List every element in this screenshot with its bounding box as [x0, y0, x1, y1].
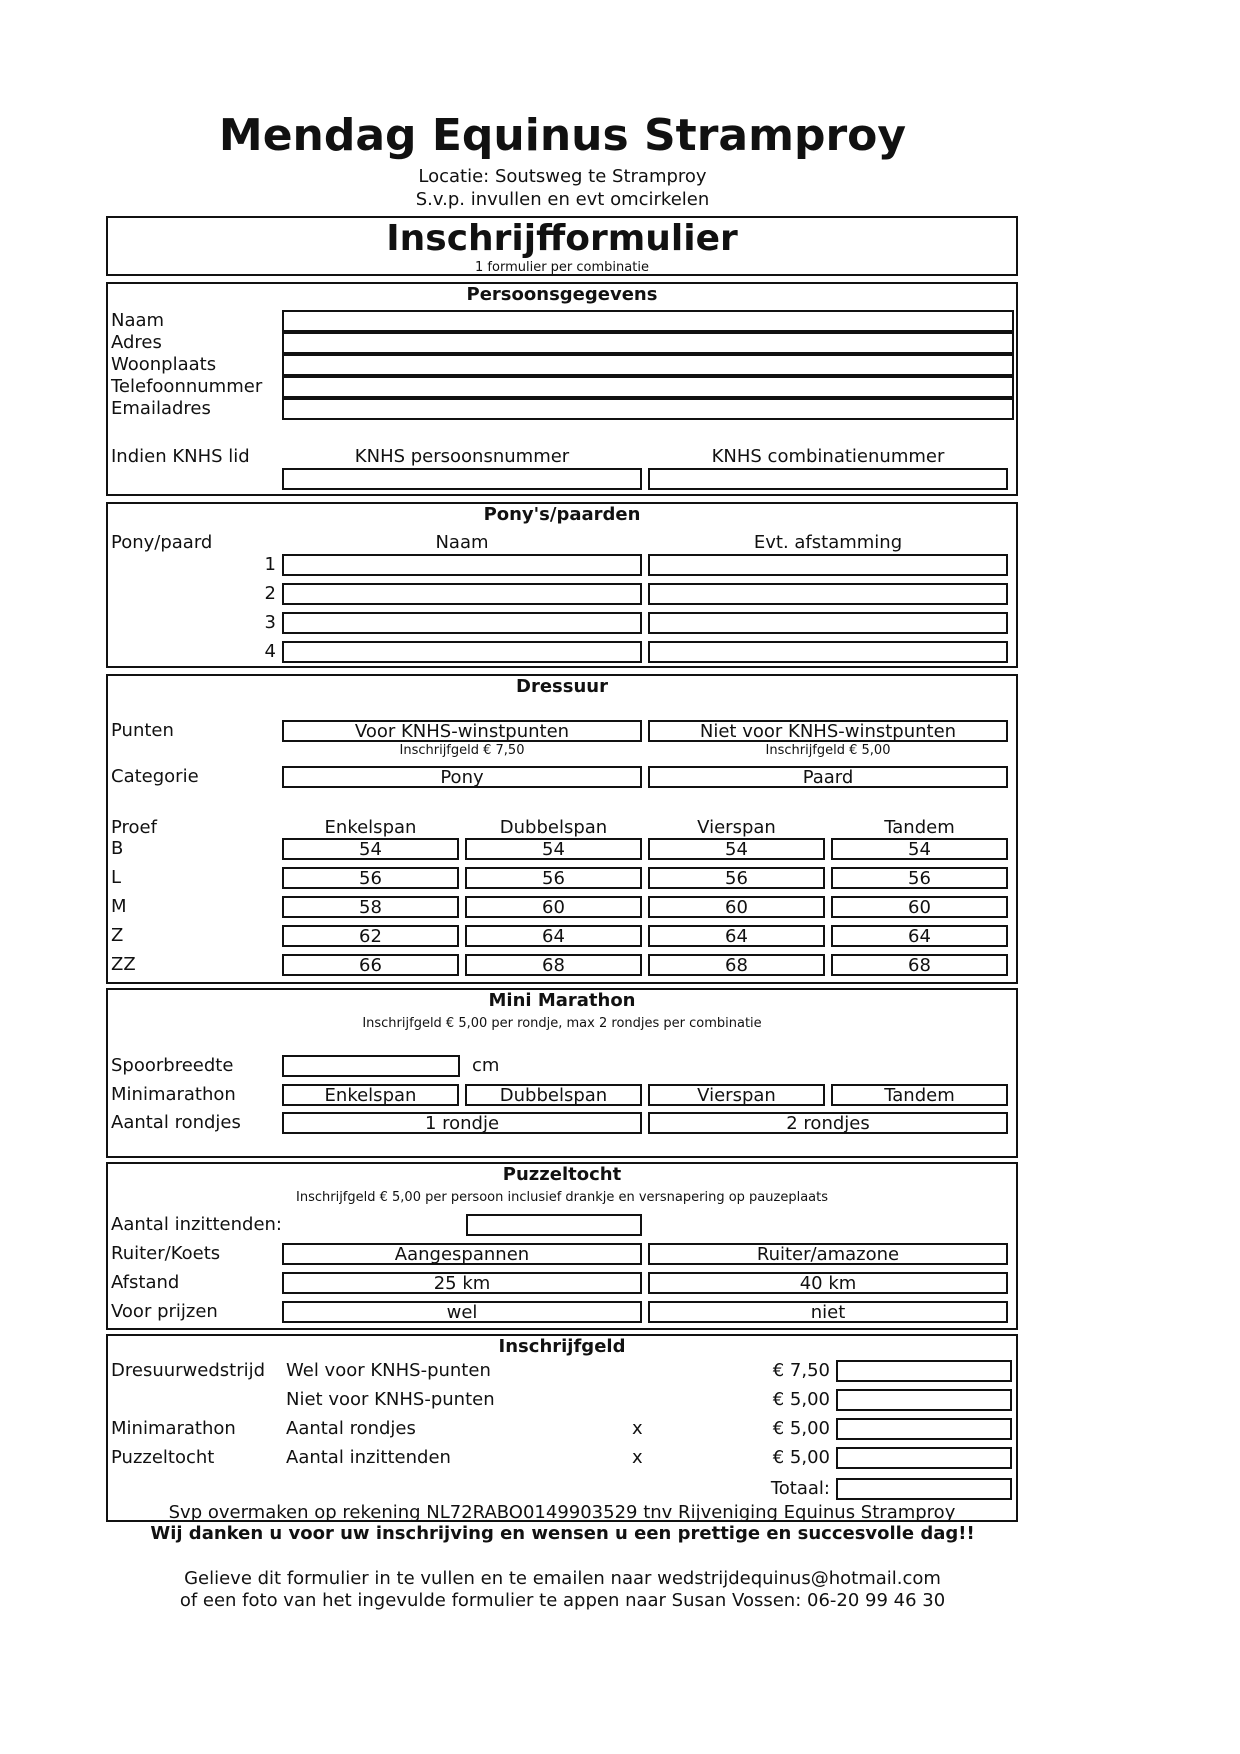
- puzzle-section: [106, 1162, 1018, 1330]
- rider-label: Ruiter/Koets: [111, 1243, 221, 1264]
- fee-amount: € 5,00: [772, 1389, 830, 1410]
- dressage-test-cell[interactable]: 56: [465, 867, 642, 889]
- email-instruction: Gelieve dit formulier in te vullen en te emailen naar wedstrijdequinus@hotmail.com: [184, 1568, 941, 1589]
- prizes-option-no[interactable]: niet: [648, 1301, 1008, 1323]
- personal-field-label: Woonplaats: [111, 354, 217, 375]
- fee-total-field[interactable]: [836, 1418, 1012, 1440]
- fee-total-input[interactable]: [838, 1422, 1010, 1440]
- dressage-column-header: Enkelspan: [324, 817, 417, 838]
- occupants-input[interactable]: [468, 1218, 640, 1236]
- points-label: Punten: [111, 720, 174, 741]
- horses-pedigree-header: Evt. afstamming: [753, 532, 903, 553]
- dressage-level-label: B: [111, 838, 124, 859]
- thanks-text: Wij danken u voor uw inschrijving en wensen u een prettige en succesvolle dag!!: [150, 1523, 975, 1544]
- total-input[interactable]: [838, 1482, 1010, 1500]
- personal-field-input[interactable]: [284, 402, 1012, 420]
- dressage-test-cell[interactable]: 54: [831, 838, 1008, 860]
- horses-title: Pony's/paarden: [483, 504, 641, 525]
- horse-pedigree-input[interactable]: [650, 616, 1006, 634]
- points-option-knhs[interactable]: Voor KNHS-winstpunten: [282, 720, 642, 742]
- fee-multiplier: x: [632, 1447, 643, 1468]
- prizes-label: Voor prijzen: [111, 1301, 218, 1322]
- personal-field-label: Adres: [111, 332, 162, 353]
- personal-field[interactable]: [282, 310, 1014, 332]
- location-text: Locatie: Soutsweg te Stramproy: [418, 166, 707, 187]
- distance-label: Afstand: [111, 1272, 180, 1293]
- horses-row-label: Pony/paard: [111, 532, 213, 553]
- personal-field[interactable]: [282, 332, 1014, 354]
- total-label: Totaal:: [770, 1478, 830, 1499]
- horse-pedigree-field[interactable]: [648, 554, 1008, 576]
- dressage-test-cell[interactable]: 68: [831, 954, 1008, 976]
- page-title: Mendag Equinus Stramproy: [218, 110, 907, 161]
- category-label: Categorie: [111, 766, 199, 787]
- dressage-column-header: Dubbelspan: [499, 817, 608, 838]
- fees-title: Inschrijfgeld: [498, 1336, 626, 1357]
- fees-section: [106, 1334, 1018, 1522]
- form-title: Inschrijfformulier: [386, 218, 738, 259]
- fee-description: Wel voor KNHS-punten: [286, 1360, 491, 1381]
- distance-option-40[interactable]: 40 km: [648, 1272, 1008, 1294]
- horse-name-field[interactable]: [282, 554, 642, 576]
- dressage-test-cell[interactable]: 56: [282, 867, 459, 889]
- dressage-test-cell[interactable]: 54: [282, 838, 459, 860]
- track-input[interactable]: [284, 1059, 458, 1077]
- knhs-person-header: KNHS persoonsnummer: [354, 446, 570, 467]
- dressage-test-cell[interactable]: 68: [465, 954, 642, 976]
- form-title-box: [106, 216, 1018, 276]
- rounds-label: Aantal rondjes: [111, 1112, 241, 1133]
- points-option-non-knhs[interactable]: Niet voor KNHS-winstpunten: [648, 720, 1008, 742]
- dressage-column-header: Vierspan: [697, 817, 776, 838]
- marathon-section: [106, 988, 1018, 1158]
- puzzle-fee-note: Inschrijfgeld € 5,00 per persoon inclusief drankje en versnapering op pauzeplaats: [296, 1190, 828, 1205]
- horse-pedigree-field[interactable]: [648, 641, 1008, 663]
- points-fee-knhs: Inschrijfgeld € 7,50: [399, 743, 525, 758]
- horse-name-field[interactable]: [282, 583, 642, 605]
- dressage-test-cell[interactable]: 64: [648, 925, 825, 947]
- horse-pedigree-input[interactable]: [650, 558, 1006, 576]
- dressage-level-label: M: [111, 896, 127, 917]
- fee-total-field[interactable]: [836, 1360, 1012, 1382]
- fee-description: Niet voor KNHS-punten: [286, 1389, 495, 1410]
- marathon-type-label: Minimarathon: [111, 1084, 236, 1105]
- fee-amount: € 5,00: [772, 1418, 830, 1439]
- personal-field[interactable]: [282, 398, 1014, 420]
- rider-option-rider[interactable]: Ruiter/amazone: [648, 1243, 1008, 1265]
- knhs-combination-input[interactable]: [650, 472, 1006, 490]
- horse-pedigree-field[interactable]: [648, 612, 1008, 634]
- horses-name-header: Naam: [435, 532, 489, 553]
- rider-option-harnessed[interactable]: Aangespannen: [282, 1243, 642, 1265]
- horse-row-number: 4: [264, 641, 276, 662]
- horse-row-number: 1: [264, 554, 276, 575]
- form-subtitle: 1 formulier per combinatie: [475, 260, 649, 275]
- dressage-test-cell[interactable]: 60: [465, 896, 642, 918]
- marathon-type-option[interactable]: Vierspan: [648, 1084, 825, 1106]
- knhs-person-field[interactable]: [282, 468, 642, 490]
- marathon-type-option[interactable]: Tandem: [831, 1084, 1008, 1106]
- horse-row-number: 3: [264, 612, 276, 633]
- personal-field[interactable]: [282, 376, 1014, 398]
- occupants-field[interactable]: [466, 1214, 642, 1236]
- fee-total-input[interactable]: [838, 1393, 1010, 1411]
- fee-description: Aantal inzittenden: [286, 1447, 451, 1468]
- category-pony[interactable]: Pony: [282, 766, 642, 788]
- track-unit: cm: [472, 1055, 500, 1076]
- dressage-test-cell[interactable]: 60: [831, 896, 1008, 918]
- test-label: Proef: [111, 817, 157, 838]
- dressage-level-label: L: [111, 867, 122, 888]
- horse-pedigree-input[interactable]: [650, 645, 1006, 663]
- dressage-section: [106, 674, 1018, 984]
- puzzle-title: Puzzeltocht: [502, 1164, 622, 1185]
- points-fee-non-knhs: Inschrijfgeld € 5,00: [765, 743, 891, 758]
- knhs-label: Indien KNHS lid: [111, 446, 250, 467]
- fee-total-input[interactable]: [838, 1364, 1010, 1382]
- dressage-test-cell[interactable]: 54: [648, 838, 825, 860]
- dressage-test-cell[interactable]: 64: [831, 925, 1008, 947]
- fee-total-field[interactable]: [836, 1447, 1012, 1469]
- dressage-column-header: Tandem: [884, 817, 955, 838]
- instruction-text: S.v.p. invullen en evt omcirkelen: [415, 189, 710, 210]
- marathon-type-option[interactable]: Enkelspan: [282, 1084, 459, 1106]
- track-label: Spoorbreedte: [111, 1055, 234, 1076]
- rounds-option-1[interactable]: 1 rondje: [282, 1112, 642, 1134]
- horse-pedigree-field[interactable]: [648, 583, 1008, 605]
- occupants-label: Aantal inzittenden:: [111, 1214, 282, 1235]
- knhs-combination-header: KNHS combinatienummer: [711, 446, 945, 467]
- dressage-level-label: Z: [111, 925, 124, 946]
- dressage-test-cell[interactable]: 64: [465, 925, 642, 947]
- dressage-test-cell[interactable]: 56: [648, 867, 825, 889]
- prizes-option-yes[interactable]: wel: [282, 1301, 642, 1323]
- marathon-type-option[interactable]: Dubbelspan: [465, 1084, 642, 1106]
- personal-field-label: Emailadres: [111, 398, 211, 419]
- phone-instruction: of een foto van het ingevulde formulier te appen naar Susan Vossen: 06-20 99 46 30: [179, 1590, 946, 1611]
- personal-section: [106, 282, 1018, 496]
- fee-total-field[interactable]: [836, 1389, 1012, 1411]
- horses-section: [106, 502, 1018, 668]
- personal-field[interactable]: [282, 354, 1014, 376]
- dressage-test-cell[interactable]: 60: [648, 896, 825, 918]
- dressage-test-cell[interactable]: 58: [282, 896, 459, 918]
- horse-pedigree-input[interactable]: [650, 587, 1006, 605]
- knhs-person-input[interactable]: [284, 472, 640, 490]
- fee-description: Aantal rondjes: [286, 1418, 416, 1439]
- personal-field-label: Naam: [111, 310, 165, 331]
- horse-name-field[interactable]: [282, 641, 642, 663]
- personal-field-input[interactable]: [284, 314, 1012, 332]
- horse-name-input[interactable]: [284, 616, 640, 634]
- dressage-title: Dressuur: [516, 676, 608, 697]
- personal-field-input[interactable]: [284, 380, 1012, 398]
- dressage-test-cell[interactable]: 66: [282, 954, 459, 976]
- personal-field-input[interactable]: [284, 336, 1012, 354]
- category-paard[interactable]: Paard: [648, 766, 1008, 788]
- payment-note: Svp overmaken op rekening NL72RABO0149903529 tnv Rijveniging Equinus Stramproy: [168, 1502, 956, 1523]
- fee-amount: € 7,50: [772, 1360, 830, 1381]
- total-field[interactable]: [836, 1478, 1012, 1500]
- fee-amount: € 5,00: [772, 1447, 830, 1468]
- dressage-test-cell[interactable]: 56: [831, 867, 1008, 889]
- dressage-test-cell[interactable]: 54: [465, 838, 642, 860]
- horse-name-input[interactable]: [284, 587, 640, 605]
- horse-name-field[interactable]: [282, 612, 642, 634]
- horse-row-number: 2: [264, 583, 276, 604]
- fee-category-label: Dresuurwedstrijd: [111, 1360, 266, 1381]
- dressage-test-cell[interactable]: 68: [648, 954, 825, 976]
- dressage-level-label: ZZ: [111, 954, 136, 975]
- horse-name-input[interactable]: [284, 558, 640, 576]
- marathon-title: Mini Marathon: [488, 990, 636, 1011]
- track-field[interactable]: [282, 1055, 460, 1077]
- fee-category-label: Puzzeltocht: [111, 1447, 215, 1468]
- personal-title: Persoonsgegevens: [466, 284, 658, 305]
- knhs-combination-field[interactable]: [648, 468, 1008, 490]
- personal-field-input[interactable]: [284, 358, 1012, 376]
- fee-category-label: Minimarathon: [111, 1418, 236, 1439]
- fee-total-input[interactable]: [838, 1451, 1010, 1469]
- horse-name-input[interactable]: [284, 645, 640, 663]
- distance-option-25[interactable]: 25 km: [282, 1272, 642, 1294]
- fee-multiplier: x: [632, 1418, 643, 1439]
- dressage-test-cell[interactable]: 62: [282, 925, 459, 947]
- rounds-option-2[interactable]: 2 rondjes: [648, 1112, 1008, 1134]
- personal-field-label: Telefoonnummer: [111, 376, 263, 397]
- marathon-fee-note: Inschrijfgeld € 5,00 per rondje, max 2 rondjes per combinatie: [362, 1016, 762, 1031]
